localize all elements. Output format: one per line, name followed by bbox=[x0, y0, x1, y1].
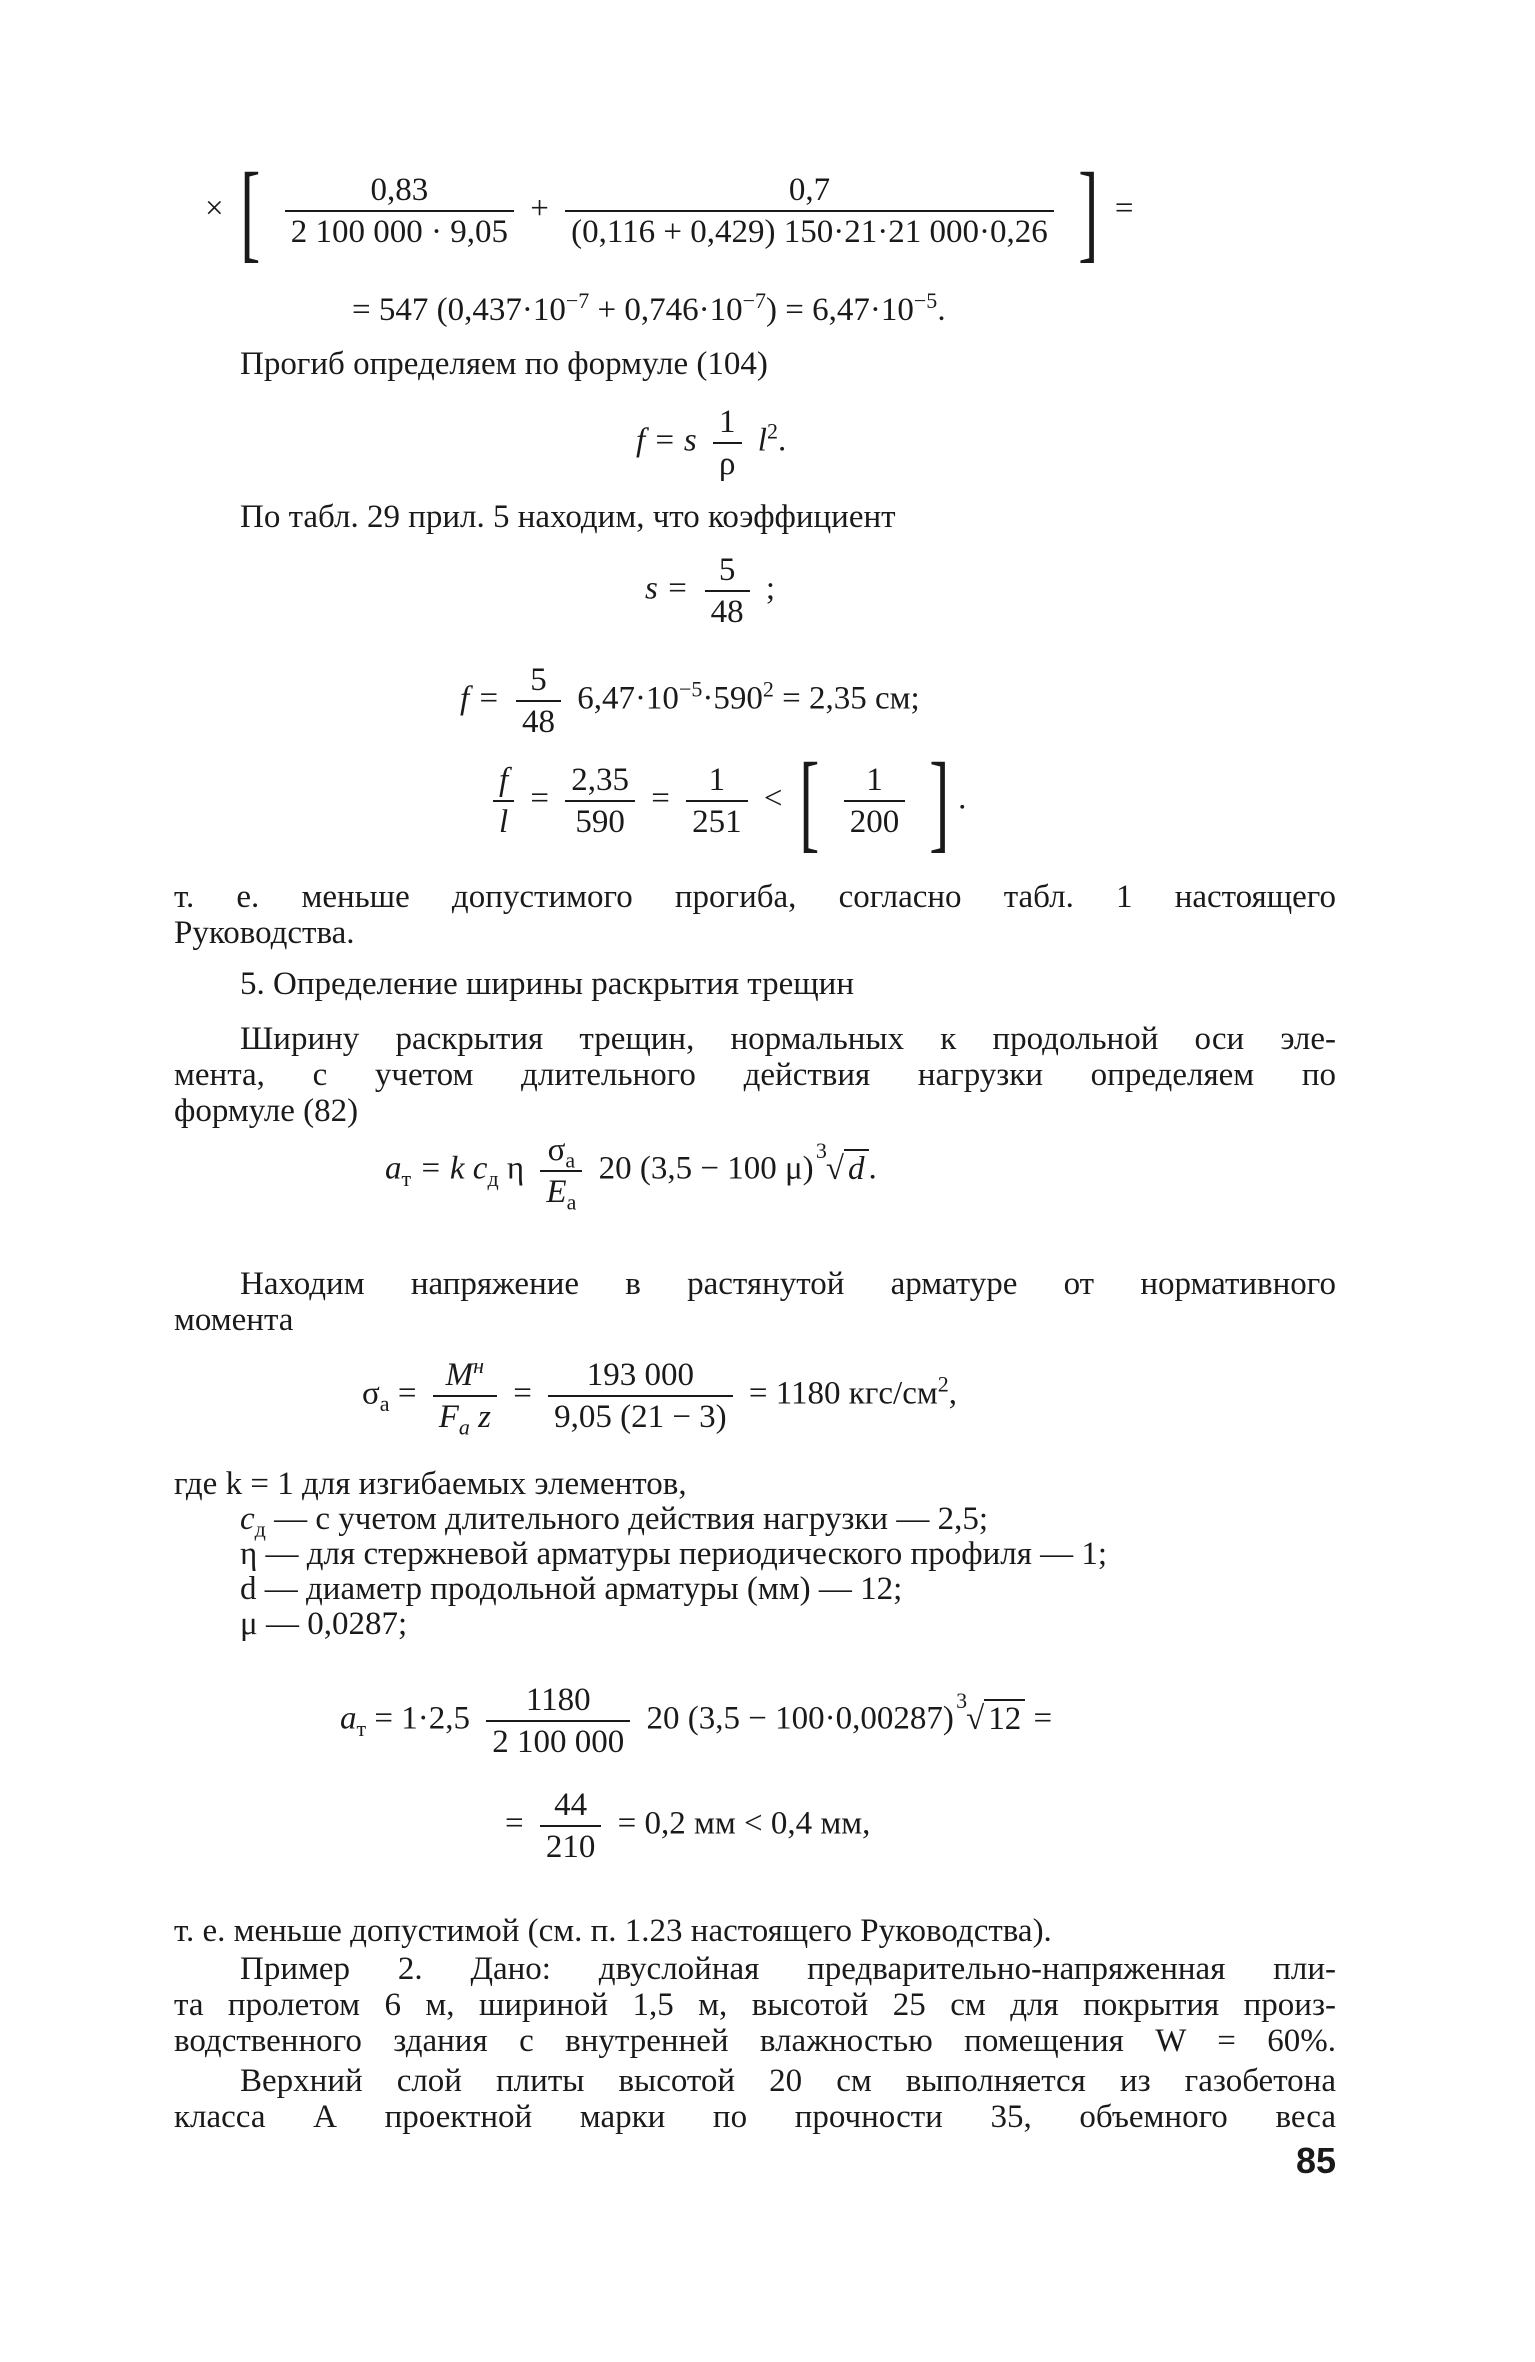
eq2-part: = 547 (0,437·10 bbox=[352, 292, 566, 328]
denominator bbox=[433, 1397, 497, 1440]
plus-sign: + bbox=[530, 190, 549, 227]
paragraph-line: момента bbox=[174, 1302, 294, 1338]
paragraph-coefficient: По табл. 29 прил. 5 находим, что коэффициент bbox=[240, 499, 896, 535]
eq5-result: = 2,35 см; bbox=[773, 680, 920, 717]
period: . bbox=[937, 292, 946, 328]
numerator: 1 bbox=[686, 760, 748, 802]
equation-1 bbox=[205, 150, 1134, 272]
eq3-lhs: f = s bbox=[636, 422, 697, 459]
denominator: l bbox=[499, 804, 509, 840]
less-than-sign: < bbox=[763, 780, 783, 817]
subscript: а bbox=[565, 1147, 576, 1173]
subscript: а bbox=[566, 1189, 577, 1215]
subscript: д bbox=[254, 1516, 266, 1542]
denominator: 9,05 (21 − 3) bbox=[554, 1399, 727, 1435]
paragraph-deflection-formula: Прогиб определяем по формуле (104) bbox=[240, 346, 768, 382]
page-number: 85 bbox=[1296, 2140, 1337, 2181]
eq2-part: ) = 6,47·10 bbox=[766, 292, 914, 328]
sigma: σ bbox=[362, 1375, 380, 1412]
fraction bbox=[565, 760, 635, 842]
denominator: 590 bbox=[575, 804, 625, 840]
equals-sign: = bbox=[651, 780, 670, 817]
description: — с учетом длительного действия нагрузки — 2,5; bbox=[265, 1501, 989, 1537]
cube-root: 3 √ 12 bbox=[962, 1700, 1025, 1738]
where-line: η — для стержневой арматуры периодического профиля — 1; bbox=[240, 1536, 1108, 1572]
subscript: а bbox=[379, 1391, 390, 1417]
denominator bbox=[540, 1172, 582, 1215]
sigma: σ bbox=[547, 1132, 566, 1168]
where-line: d — диаметр продольной арматуры (мм) — 12; bbox=[240, 1571, 903, 1607]
right-bracket: ] bbox=[1078, 150, 1099, 272]
eq4-lhs: s = bbox=[645, 570, 689, 607]
eq9-lhs: a bbox=[340, 1700, 357, 1737]
arm: z bbox=[469, 1399, 491, 1435]
fraction-2 bbox=[565, 170, 1054, 252]
fraction bbox=[486, 1680, 630, 1762]
denominator: (0,116 + 0,429) 150·21·21 000·0,26 bbox=[571, 214, 1048, 250]
exponent: 2 bbox=[762, 676, 774, 702]
equals-sign: = bbox=[1114, 190, 1134, 227]
period: . bbox=[868, 1150, 877, 1187]
area: F bbox=[438, 1399, 459, 1435]
equation-7 bbox=[385, 1130, 877, 1215]
numerator: 44 bbox=[540, 1785, 602, 1827]
exponent: −5 bbox=[913, 288, 938, 313]
equation-3 bbox=[636, 402, 786, 484]
equation-4 bbox=[645, 550, 775, 632]
period: . bbox=[777, 422, 787, 459]
fraction-moment bbox=[433, 1353, 497, 1440]
eq5-part: 6,47·10 bbox=[577, 680, 679, 717]
left-bracket: [ bbox=[240, 150, 261, 272]
eq10-result: = 0,2 мм < 0,4 мм, bbox=[617, 1805, 871, 1842]
fraction bbox=[713, 402, 742, 484]
eq5-part: ·590 bbox=[702, 680, 763, 717]
semicolon: ; bbox=[765, 570, 776, 607]
exponent: −7 bbox=[565, 288, 590, 313]
numerator bbox=[540, 1130, 582, 1172]
numerator: 0,83 bbox=[285, 170, 514, 212]
denominator: 251 bbox=[692, 804, 742, 840]
eq8-result: = 1180 кгс/см bbox=[748, 1375, 938, 1412]
left-bracket: [ bbox=[799, 740, 820, 862]
eq3-rhs: l bbox=[757, 422, 767, 459]
paragraph-line: формуле (82) bbox=[174, 1093, 359, 1129]
numerator: 193 000 bbox=[548, 1355, 733, 1397]
root-argument: 12 bbox=[984, 1699, 1025, 1737]
equals-sign: = bbox=[1025, 1700, 1053, 1737]
eq7-rhs: 20 (3,5 − 100 μ) bbox=[598, 1150, 814, 1187]
comma: , bbox=[948, 1375, 957, 1412]
numerator: 5 bbox=[516, 660, 561, 702]
eq7-part: = k c bbox=[411, 1150, 488, 1187]
root-index: 3 bbox=[956, 1687, 968, 1713]
paragraph-line: Руководства. bbox=[174, 915, 355, 951]
subscript: т bbox=[401, 1166, 412, 1192]
eq9-part: = 1·2,5 bbox=[366, 1700, 470, 1737]
subscript: а bbox=[458, 1414, 470, 1440]
paragraph-line: класса А проектной марки по прочности 35, объемного веса bbox=[174, 2099, 1336, 2135]
right-bracket: ] bbox=[929, 740, 950, 862]
eta-symbol: η bbox=[498, 1150, 525, 1187]
superscript: н bbox=[473, 1353, 485, 1378]
section-heading: 5. Определение ширины раскрытия трещин bbox=[240, 966, 854, 1002]
denominator: 210 bbox=[545, 1829, 596, 1865]
where-line: где k = 1 для изгибаемых элементов, bbox=[174, 1466, 687, 1502]
superscript: 2 bbox=[937, 1371, 949, 1397]
exponent: −5 bbox=[678, 676, 703, 702]
eq7-lhs: a bbox=[385, 1150, 402, 1187]
denominator: ρ bbox=[719, 446, 736, 482]
where-line: μ — 0,0287; bbox=[240, 1606, 408, 1642]
equals-sign: = bbox=[505, 1805, 524, 1842]
denominator: 48 bbox=[521, 704, 555, 740]
equation-5 bbox=[460, 660, 920, 742]
fraction-1 bbox=[285, 170, 514, 252]
symbol: c bbox=[240, 1501, 255, 1537]
numerator: 0,7 bbox=[565, 170, 1054, 212]
eq9-rhs: 20 (3,5 − 100·0,00287) bbox=[646, 1700, 954, 1737]
equals-sign: = bbox=[530, 780, 550, 817]
paragraph-line: мента, с учетом длительного действия нагрузки определяем по bbox=[174, 1057, 1336, 1093]
equation-8 bbox=[362, 1353, 957, 1440]
fraction-allowed bbox=[844, 760, 906, 842]
equation-9 bbox=[340, 1680, 1052, 1762]
paragraph-line: водственного здания с внутренней влажностью помещения W = 60%. bbox=[174, 2023, 1336, 2059]
numerator: 1180 bbox=[486, 1680, 630, 1722]
fraction-values bbox=[548, 1355, 733, 1437]
numerator: 5 bbox=[705, 550, 750, 592]
equals-sign: = bbox=[513, 1375, 532, 1412]
fraction bbox=[540, 1785, 602, 1867]
eq5-lhs: f = bbox=[460, 680, 500, 717]
equation-2 bbox=[352, 288, 946, 329]
paragraph-line: та пролетом 6 м, шириной 1,5 м, высотой 25 см для покрытия произ- bbox=[174, 1987, 1336, 2023]
numerator: 2,35 bbox=[565, 760, 635, 802]
cube-root: 3 √ d bbox=[822, 1150, 869, 1188]
fraction bbox=[540, 1130, 582, 1215]
modulus: E bbox=[546, 1174, 567, 1210]
numerator: f bbox=[493, 760, 514, 802]
root-index: 3 bbox=[815, 1137, 827, 1163]
denominator: 48 bbox=[710, 594, 744, 630]
times-sign: × bbox=[205, 190, 224, 227]
fraction-f-over-l bbox=[493, 760, 514, 842]
equation-10 bbox=[505, 1785, 870, 1867]
paragraph-line: Верхний слой плиты высотой 20 см выполняется из газобетона bbox=[240, 2063, 1336, 2099]
fraction bbox=[705, 550, 750, 632]
exponent: 2 bbox=[766, 418, 778, 444]
fraction bbox=[686, 760, 748, 842]
numerator: 1 bbox=[713, 402, 742, 444]
paragraph-line: т. е. меньше допустимой (см. п. 1.23 настоящего Руководства). bbox=[174, 1913, 1052, 1949]
paragraph-line: Пример 2. Дано: двуслойная предварительно-напряженная пли- bbox=[240, 1951, 1336, 1987]
numerator: 1 bbox=[844, 760, 906, 802]
paragraph-line: Находим напряжение в растянутой арматуре от нормативного bbox=[240, 1266, 1336, 1302]
denominator: 2 100 000 · 9,05 bbox=[290, 214, 509, 250]
exponent: −7 bbox=[742, 288, 767, 313]
paragraph-line: Ширину раскрытия трещин, нормальных к продольной оси эле- bbox=[240, 1021, 1336, 1057]
root-argument: d bbox=[844, 1149, 869, 1187]
subscript: д bbox=[487, 1166, 499, 1192]
subscript: т bbox=[356, 1716, 367, 1742]
numerator bbox=[433, 1355, 497, 1397]
fraction bbox=[516, 660, 561, 742]
denominator: 200 bbox=[849, 804, 900, 840]
where-line bbox=[240, 1500, 989, 1542]
equation-6 bbox=[485, 740, 967, 862]
eq2-part: + 0,746·10 bbox=[589, 292, 743, 328]
period: . bbox=[958, 780, 967, 817]
equals-sign: = bbox=[397, 1375, 417, 1412]
paragraph-line: т. е. меньше допустимого прогиба, согласно табл. 1 настоящего bbox=[174, 879, 1336, 915]
denominator: 2 100 000 bbox=[492, 1724, 625, 1760]
moment: M bbox=[445, 1357, 474, 1393]
